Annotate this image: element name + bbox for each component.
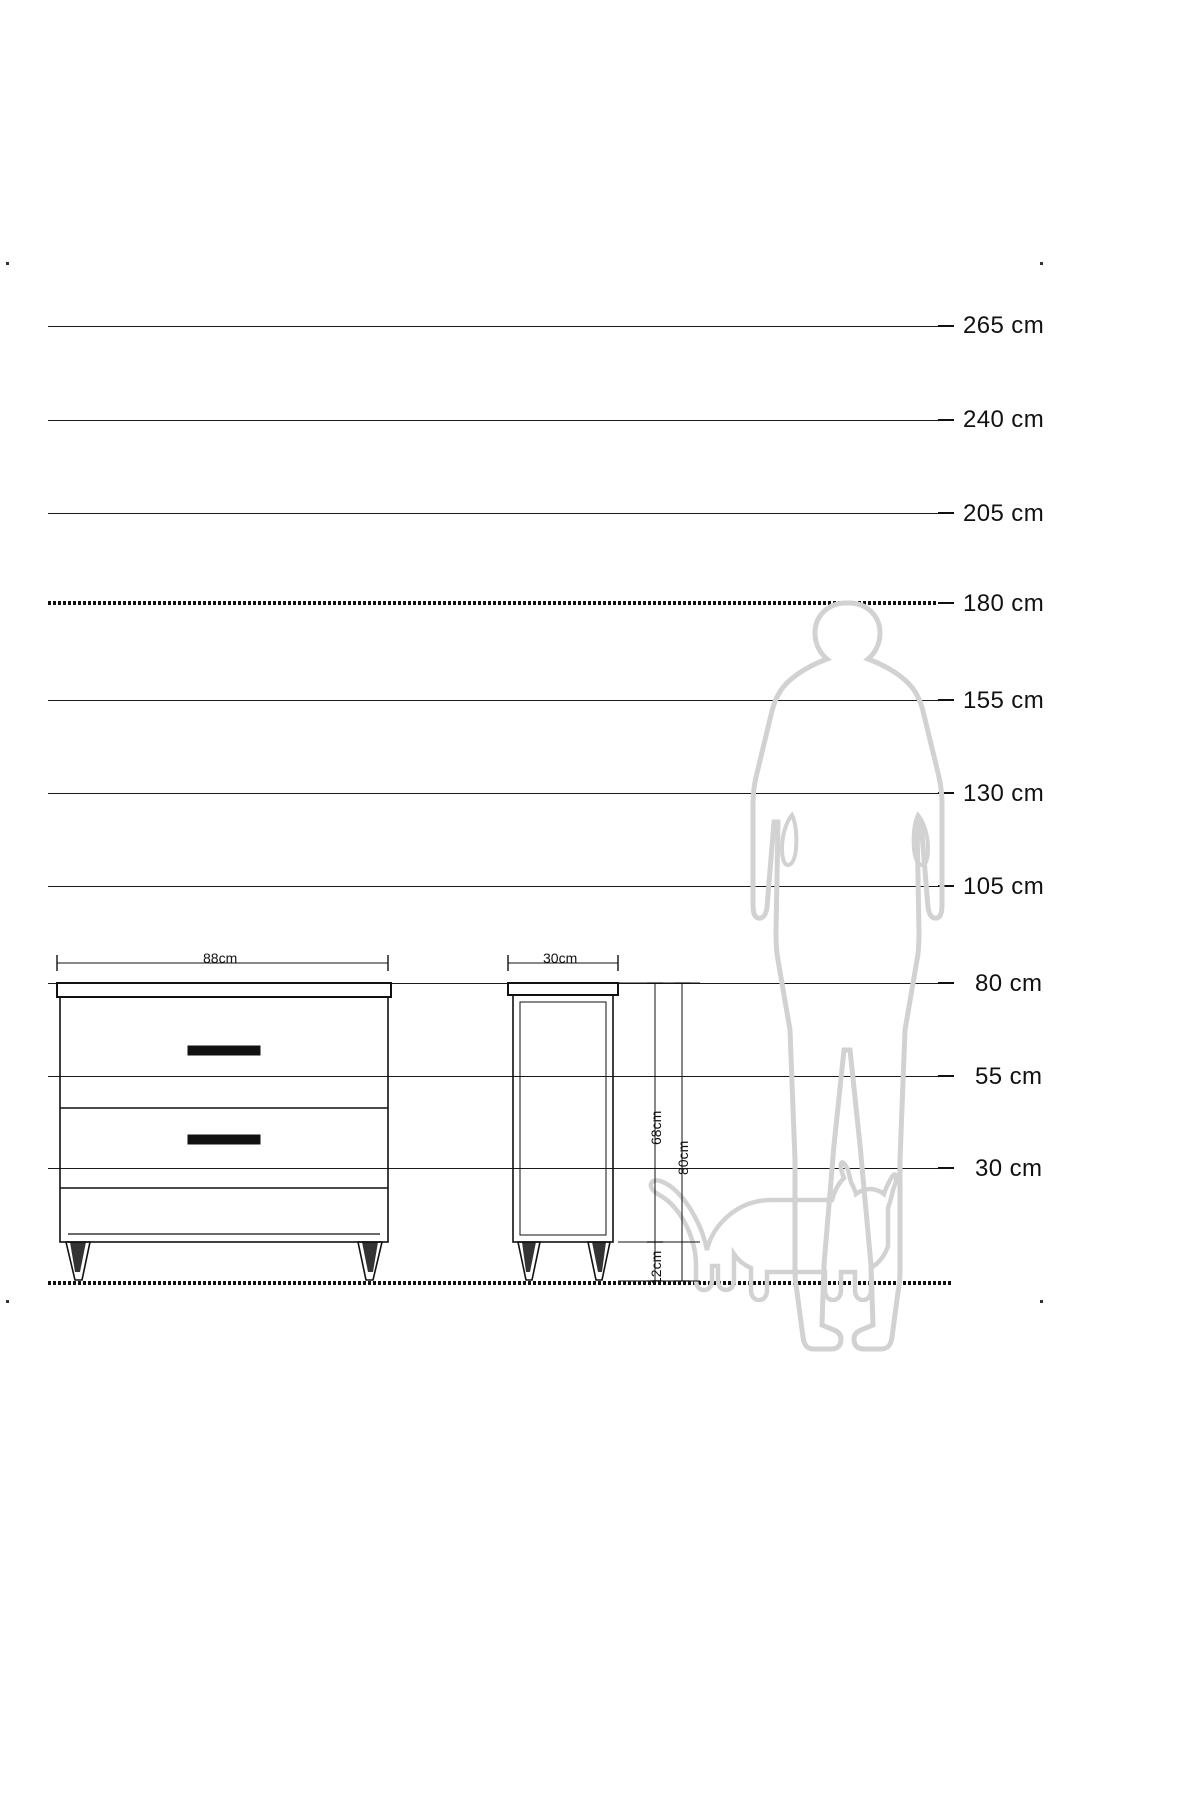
registration-dot-bottom-right: [1040, 1300, 1043, 1303]
scale-line-30: [48, 1168, 938, 1169]
scale-tick-240: [938, 419, 954, 421]
scale-line-105: [48, 886, 938, 887]
scale-line-55: [48, 1076, 938, 1077]
registration-dot-bottom-left: [6, 1300, 9, 1303]
ground-line: [48, 1281, 953, 1285]
scale-label-105: 105 cm: [963, 873, 1045, 900]
dresser: [57, 983, 391, 1280]
scale-tick-180: [938, 602, 954, 604]
scale-label-30: 30 cm: [975, 1155, 1043, 1182]
scale-tick-265: [938, 325, 954, 327]
scale-line-240: [48, 420, 938, 421]
scale-label-55: 55 cm: [975, 1063, 1043, 1090]
dimension-label-88cm: 88cm: [203, 950, 238, 966]
scale-label-240: 240 cm: [963, 406, 1045, 433]
scale-label-155: 155 cm: [963, 687, 1045, 714]
scale-label-205: 205 cm: [963, 500, 1045, 527]
scale-tick-55: [938, 1075, 954, 1077]
scale-line-130: [48, 793, 938, 794]
dimension-80cm: [674, 983, 690, 1281]
scale-label-130: 130 cm: [963, 780, 1045, 807]
dimension-label-12cm: 12cm: [648, 1250, 664, 1285]
scale-line-180: [48, 601, 938, 605]
scale-line-80: [48, 983, 938, 984]
scale-line-155: [48, 700, 938, 701]
scale-label-265: 265 cm: [963, 312, 1045, 339]
scale-line-205: [48, 513, 938, 514]
cabinet: [508, 983, 618, 1280]
scale-tick-30: [938, 1167, 954, 1169]
cat-silhouette: [651, 1162, 896, 1300]
scale-tick-130: [938, 792, 954, 794]
scale-label-180: 180 cm: [963, 590, 1045, 617]
registration-dot-top-left: [6, 262, 9, 265]
scale-tick-105: [938, 885, 954, 887]
scale-tick-205: [938, 512, 954, 514]
person-silhouette: [753, 603, 942, 1349]
scale-tick-80: [938, 982, 954, 984]
scale-label-80: 80 cm: [975, 970, 1043, 997]
scale-tick-155: [938, 699, 954, 701]
registration-dot-top-right: [1040, 262, 1043, 265]
dimension-label-80cm: 80cm: [675, 1140, 691, 1175]
dimension-label-30cm: 30cm: [543, 950, 578, 966]
scale-line-265: [48, 326, 938, 327]
dimension-label-68cm: 68cm: [648, 1110, 664, 1145]
